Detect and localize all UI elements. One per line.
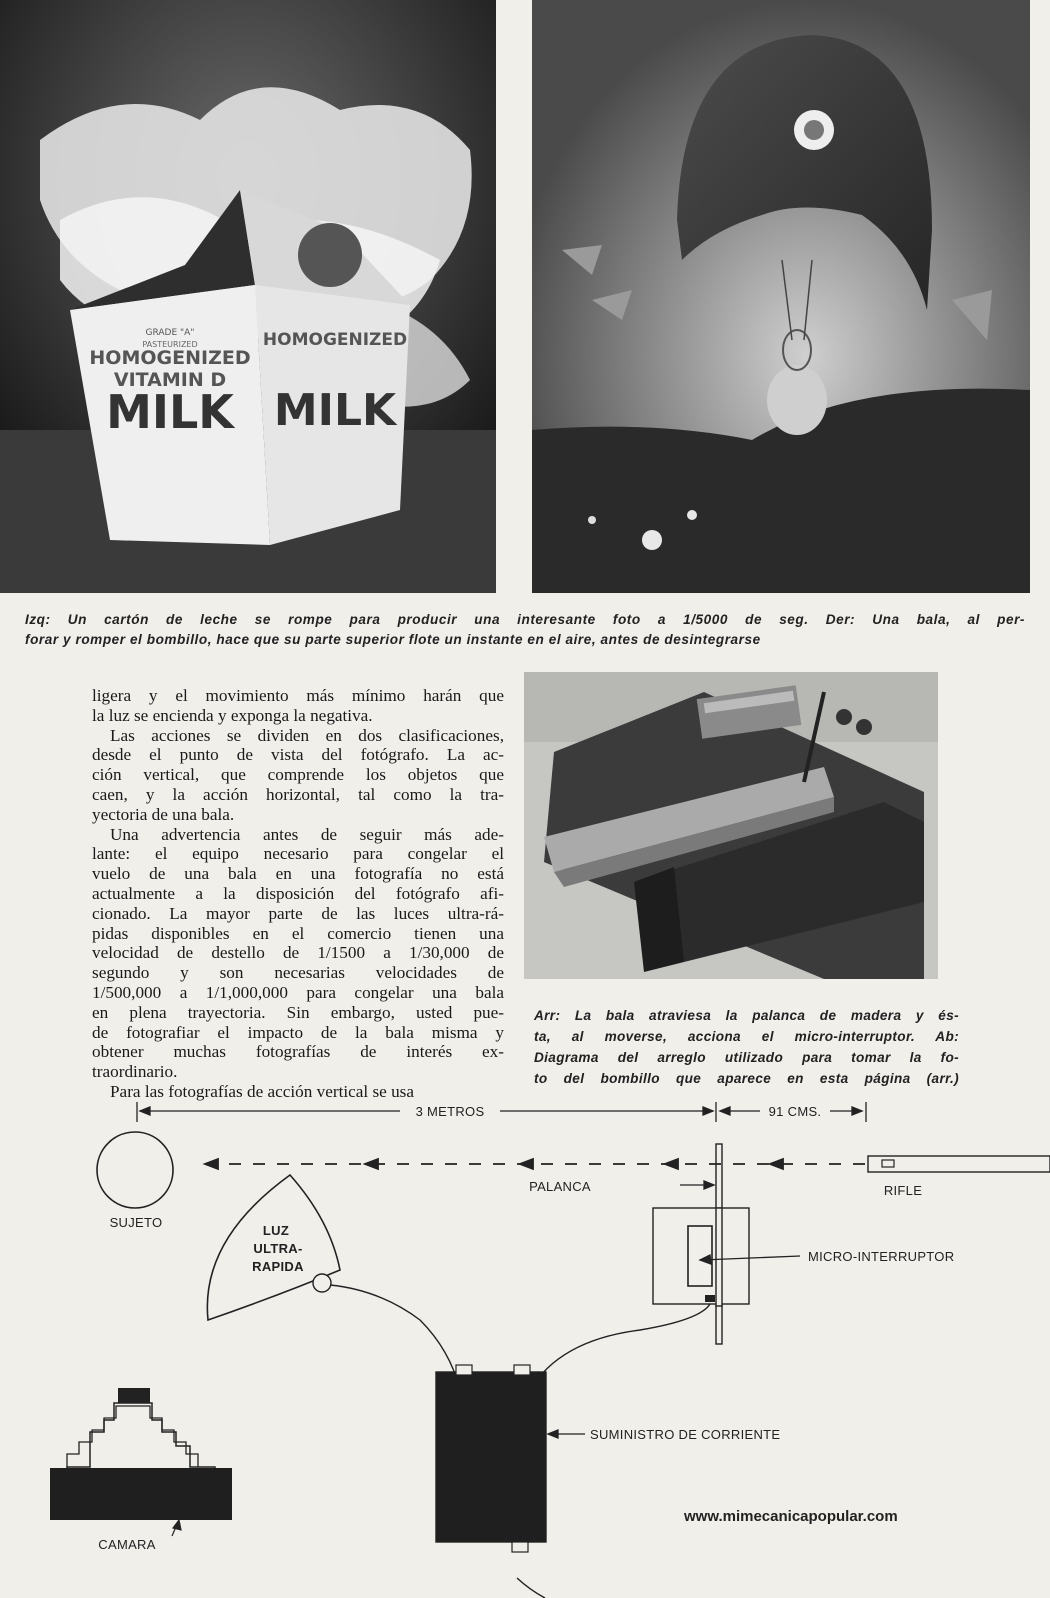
svg-text:GRADE "A": GRADE "A" [145,328,195,338]
body-line: Las acciones se dividen en dos clasificaciones, [110,725,504,745]
rifle [868,1156,1050,1172]
label-rifle: RIFLE [883,1183,923,1198]
label-micro-interruptor: MICRO-INTERRUPTOR [808,1249,955,1264]
subject-circle [97,1132,173,1208]
body-line: pidas disponibles en el comercio tienen una [92,923,504,943]
body-line: actualmente a la disposición del fotógrafo afi- [92,883,504,903]
label-rapida: RAPIDA [252,1259,304,1274]
exploding-light-bulb-photo [532,0,1030,593]
label-camara: CAMARA [98,1537,156,1552]
svg-text:PASTEURIZED: PASTEURIZED [142,340,198,349]
caption-line: to del bombillo que aparece en esta página (arr.) [534,1071,959,1086]
body-line: traordinario. [92,1062,178,1082]
dimension-lines [137,1102,866,1122]
body-line: la luz se encienda y exponga la negativa. [92,705,373,725]
lever-and-switch [653,1144,749,1344]
body-line: lante: el equipo necesario para congelar el [92,844,504,864]
caption-line: ta, al moverse, acciona el micro-interruptor. Ab: [534,1029,959,1044]
wooden-lever-switch-photo [524,672,938,979]
svg-text:HOMOGENIZED: HOMOGENIZED [89,347,251,369]
body-line: segundo y son necesarias velocidades de [92,963,504,983]
label-luz: LUZ [262,1223,290,1238]
body-line: vuelo de una bala en una fotografía no está [92,864,504,884]
body-line: de fotografiar el impacto de la bala misma y [92,1022,504,1042]
palanca-arrow [680,1181,714,1189]
body-line: ción vertical, que comprende los objetos que [92,765,504,785]
caption-line: Arr: La bala atraviesa la palanca de madera y és- [534,1008,959,1023]
svg-text:MILK: MILK [106,385,234,439]
bullet-path [205,1159,865,1169]
website-watermark: www.mimecanicapopular.com [680,1506,902,1527]
svg-text:HOMOGENIZED: HOMOGENIZED [262,330,408,350]
photo-caption-top [25,610,1025,650]
label-suministro: SUMINISTRO DE CORRIENTE [590,1427,781,1442]
body-line: Para las fotografías de acción vertical se usa [110,1081,414,1101]
caption-line: Izq: Un cartón de leche se rompe para producir una interesante foto a 1/5000 de seg. Der: Una bala, al per- [25,612,1025,627]
milk-carton-photo [0,0,496,593]
label-ultra: ULTRA- [253,1241,303,1256]
body-line: 1/500,000 a 1/1,000,000 para congelar una bala [92,982,504,1002]
svg-text:MILK: MILK [273,385,397,436]
camera [50,1388,232,1520]
power-supply [436,1365,546,1552]
caption-line: Diagrama del arreglo utilizado para tomar la fo- [534,1050,959,1065]
body-line: en plena trayectoria. Sin embargo, usted pue- [92,1002,504,1022]
label-palanca: PALANCA [529,1179,591,1194]
body-line: ligera y el movimiento más mínimo harán que [92,686,504,705]
caption-line: forar y romper el bombillo, hace que su parte superior flote un instante en el aire, antes de desintegrarse [25,632,761,647]
body-line: cionado. La mayor parte de las luces ultra-rá- [92,903,504,923]
dimension-91-cms: 91 CMS. [768,1104,822,1119]
body-line: desde el punto de vista del fotógrafo. La ac- [92,745,504,765]
dimension-3-metros: 3 METROS [415,1104,485,1119]
body-line: yectoria de una bala. [92,804,235,824]
svg-text:VITAMIN D: VITAMIN D [113,369,227,391]
body-line: obtener muchas fotografías de interés ex- [92,1042,504,1062]
photo-caption-right [534,1005,959,1089]
article-body-column [92,686,504,1102]
camara-arrow [172,1520,181,1536]
power-arrow [548,1430,585,1438]
body-line: velocidad de destello de 1/1500 a 1/30,000 de [92,943,504,963]
body-line: caen, y la acción horizontal, tal como la tra- [92,784,504,804]
label-sujeto: SUJETO [109,1215,163,1230]
body-line: Una advertencia antes de seguir más ade- [110,824,504,844]
